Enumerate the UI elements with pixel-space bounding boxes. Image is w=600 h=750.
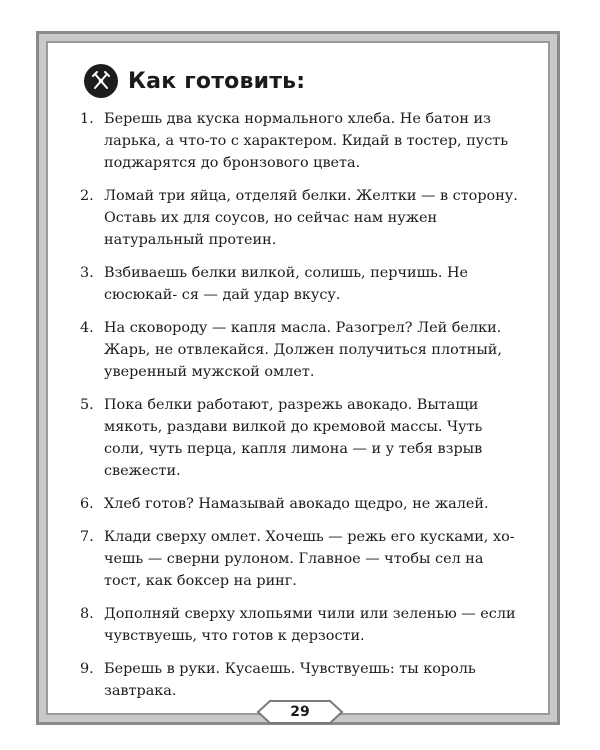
step-text: Пока белки работают, разрежь авокадо. Вытащи мякоть, раздави вилкой до кремовой массы. Чуть соли, чуть перца, капля лимона — и у тебя взрыв свежести.: [104, 397, 483, 479]
step-text: Ломай три яйца, отделяй белки. Желтки — в сторону. Оставь их для соусов, но сейчас нам нужен натуральный протеин.: [104, 188, 518, 248]
knife-fork-icon: [84, 64, 118, 98]
step-text: На сковороду — капля масла. Разогрел? Лей белки. Жарь, не отвлекайся. Должен получиться плотный, уверенный мужской омлет.: [104, 320, 502, 380]
step-text: Дополняй сверху хлопьями чили или зеленью — если чувствуешь, что готов к дерзости.: [104, 606, 516, 644]
step-item: [80, 526, 520, 592]
step-number: 7.: [80, 529, 94, 545]
step-item: [80, 658, 520, 702]
step-item: [80, 394, 520, 482]
step-item: [80, 108, 520, 174]
step-number: 9.: [80, 661, 94, 677]
step-item: [80, 603, 520, 647]
step-text: Берешь в руки. Кусаешь. Чувствуешь: ты король завтрака.: [104, 661, 476, 699]
step-item: [80, 185, 520, 251]
step-number: 5.: [80, 397, 94, 413]
step-number: 3.: [80, 265, 94, 281]
step-text: Хлеб готов? Намазывай авокадо щедро, не жалей.: [104, 496, 489, 512]
step-number: 1.: [80, 111, 94, 127]
step-item: [80, 262, 520, 306]
step-item: [80, 493, 520, 515]
steps-list: [80, 108, 520, 713]
step-text: Берешь два куска нормального хлеба. Не батон из ларька, а что-то с характером. Кидай в тостер, пусть поджарятся до бронзового цвета.: [104, 111, 509, 171]
step-number: 4.: [80, 320, 94, 336]
step-number: 6.: [80, 496, 94, 512]
step-text: Клади сверху омлет. Хочешь — режь его кусками, хо- чешь — сверни рулоном. Главное — чтобы сел на тост, как боксер на ринг.: [104, 529, 515, 589]
step-text: Взбиваешь белки вилкой, солишь, перчишь. Не сюсюкай- ся — дай удар вкусу.: [104, 265, 469, 303]
step-number: 8.: [80, 606, 94, 622]
section-heading: [84, 61, 305, 101]
step-item: [80, 317, 520, 383]
page-number-badge: [254, 698, 346, 726]
page-number: 29: [290, 704, 310, 720]
step-number: 2.: [80, 188, 94, 204]
section-title: Как готовить:: [128, 68, 306, 94]
